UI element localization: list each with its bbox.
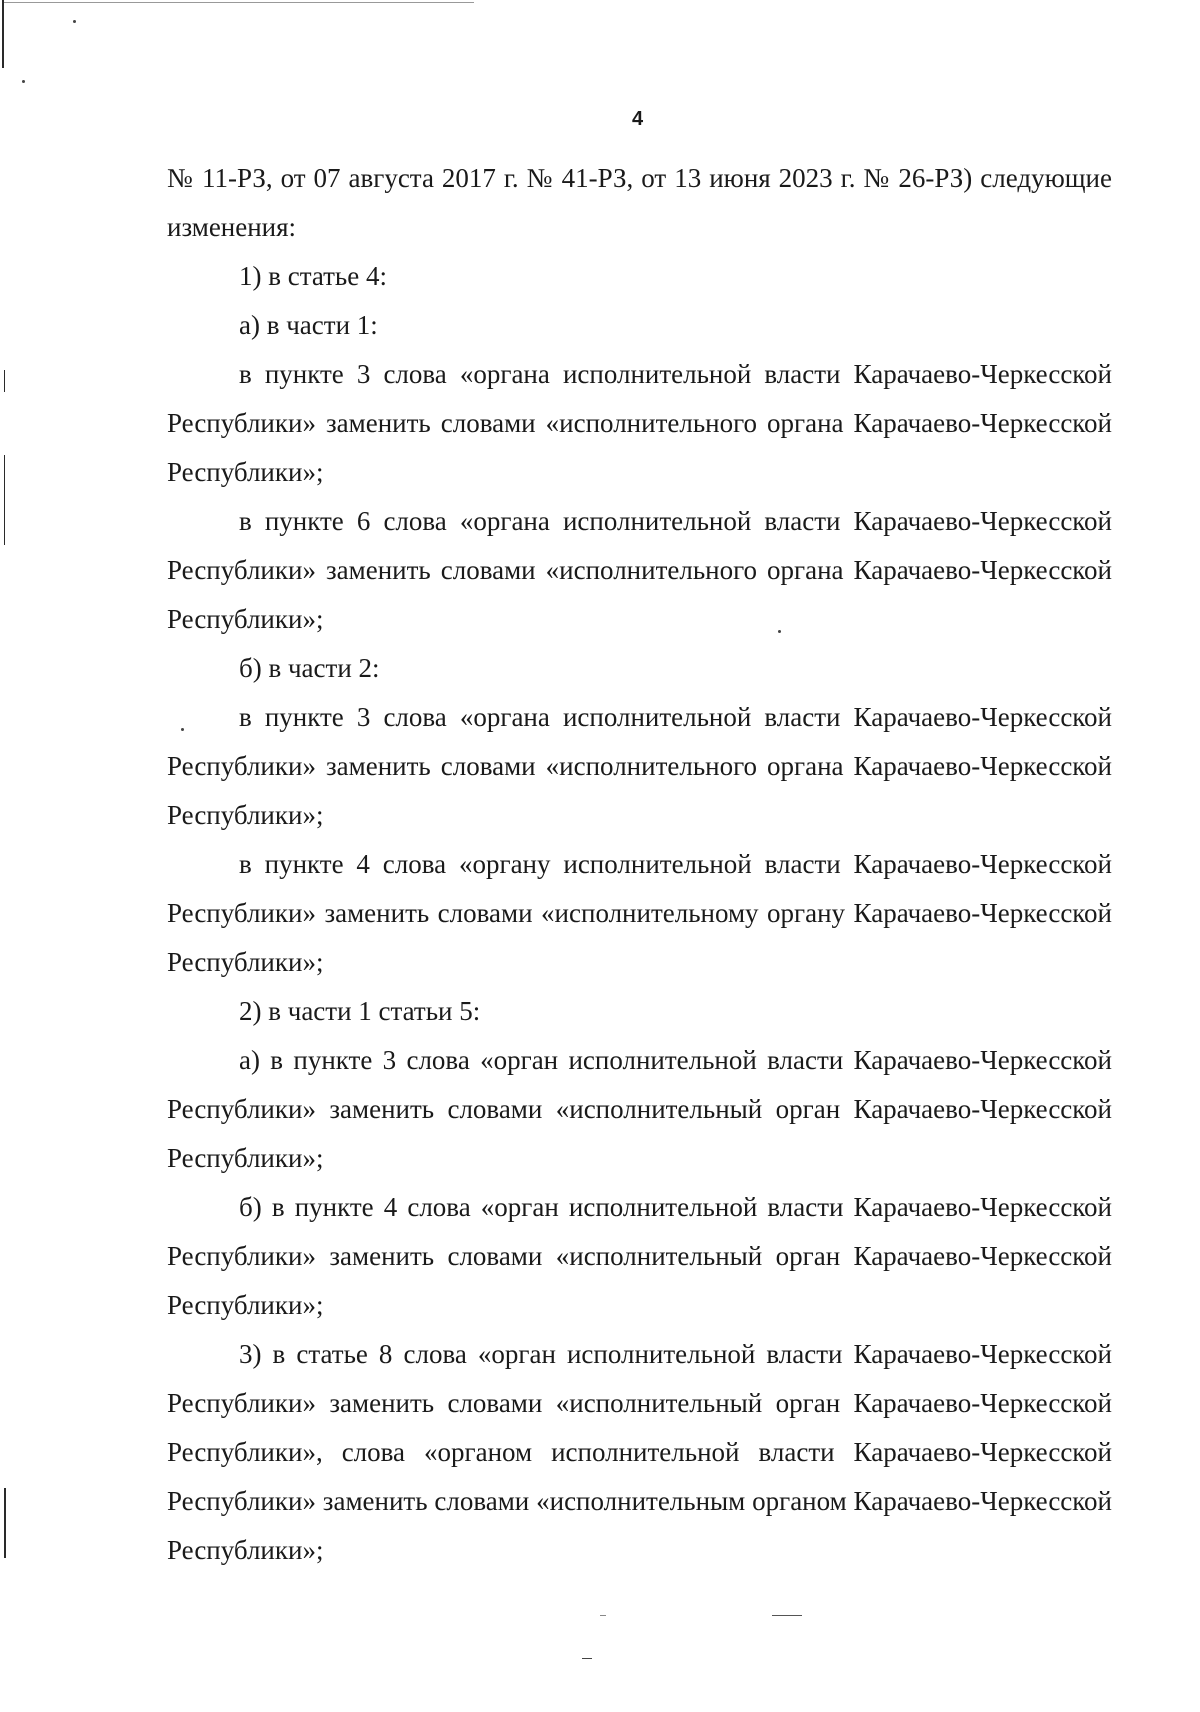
scan-dash bbox=[772, 1615, 802, 1616]
paragraph-item: в пункте 3 слова «органа исполнительной власти Карачаево-Черкесской Республики» заменить словами «исполнительного органа Карачаево-Черкесской Республики»; bbox=[167, 359, 1112, 487]
scan-speck bbox=[22, 80, 25, 83]
scan-edge-line-top bbox=[2, 0, 4, 68]
paragraph-item: в пункте 4 слова «органу исполнительной власти Карачаево-Черкесской Республики» заменить словами «исполнительному органу Карачаево-Черкесской Республики»; bbox=[167, 849, 1112, 977]
paragraph-item: а) в части 1: bbox=[239, 310, 378, 340]
paragraph-item: б) в части 2: bbox=[239, 653, 380, 683]
scan-speck bbox=[73, 20, 76, 23]
paragraph-item: 1) в статье 4: bbox=[239, 261, 387, 291]
paragraph-continuation: № 11-РЗ, от 07 августа 2017 г. № 41-РЗ, от 13 июня 2023 г. № 26-РЗ) следующие изменения: bbox=[167, 163, 1112, 242]
scan-dash bbox=[600, 1615, 606, 1616]
scan-edge-line-left bbox=[4, 370, 5, 392]
paragraph-item: 3) в статье 8 слова «орган исполнительной власти Карачаево-Черкесской Республики» заменить словами «исполнительный орган Карачаево-Черкесской Республики», слова «органом исполнительной власти Карачаево-Черкесской Республики» заменить словами «исполнительным органом Карачаево-Черкесской Республики»; bbox=[167, 1339, 1112, 1565]
paragraph-item: а) в пункте 3 слова «орган исполнительной власти Карачаево-Черкесской Республики» заменить словами «исполнительный орган Карачаево-Черкесской Республики»; bbox=[167, 1045, 1112, 1173]
scan-edge-line-left bbox=[4, 1488, 6, 1558]
paragraph-item: б) в пункте 4 слова «орган исполнительной власти Карачаево-Черкесской Республики» заменить словами «исполнительный орган Карачаево-Черкесской Республики»; bbox=[167, 1192, 1112, 1320]
scan-edge-line-top-horizontal bbox=[4, 2, 474, 3]
scan-dash bbox=[582, 1658, 592, 1659]
page-number: 4 bbox=[631, 108, 644, 130]
paragraph-item: в пункте 6 слова «органа исполнительной власти Карачаево-Черкесской Республики» заменить словами «исполнительного органа Карачаево-Черкесской Республики»; bbox=[167, 506, 1112, 634]
document-body bbox=[167, 154, 1112, 1575]
paragraph-item: 2) в части 1 статьи 5: bbox=[239, 996, 481, 1026]
scan-edge-line-left bbox=[4, 455, 5, 545]
paragraph-item: в пункте 3 слова «органа исполнительной власти Карачаево-Черкесской Республики» заменить словами «исполнительного органа Карачаево-Черкесской Республики»; bbox=[167, 702, 1112, 830]
